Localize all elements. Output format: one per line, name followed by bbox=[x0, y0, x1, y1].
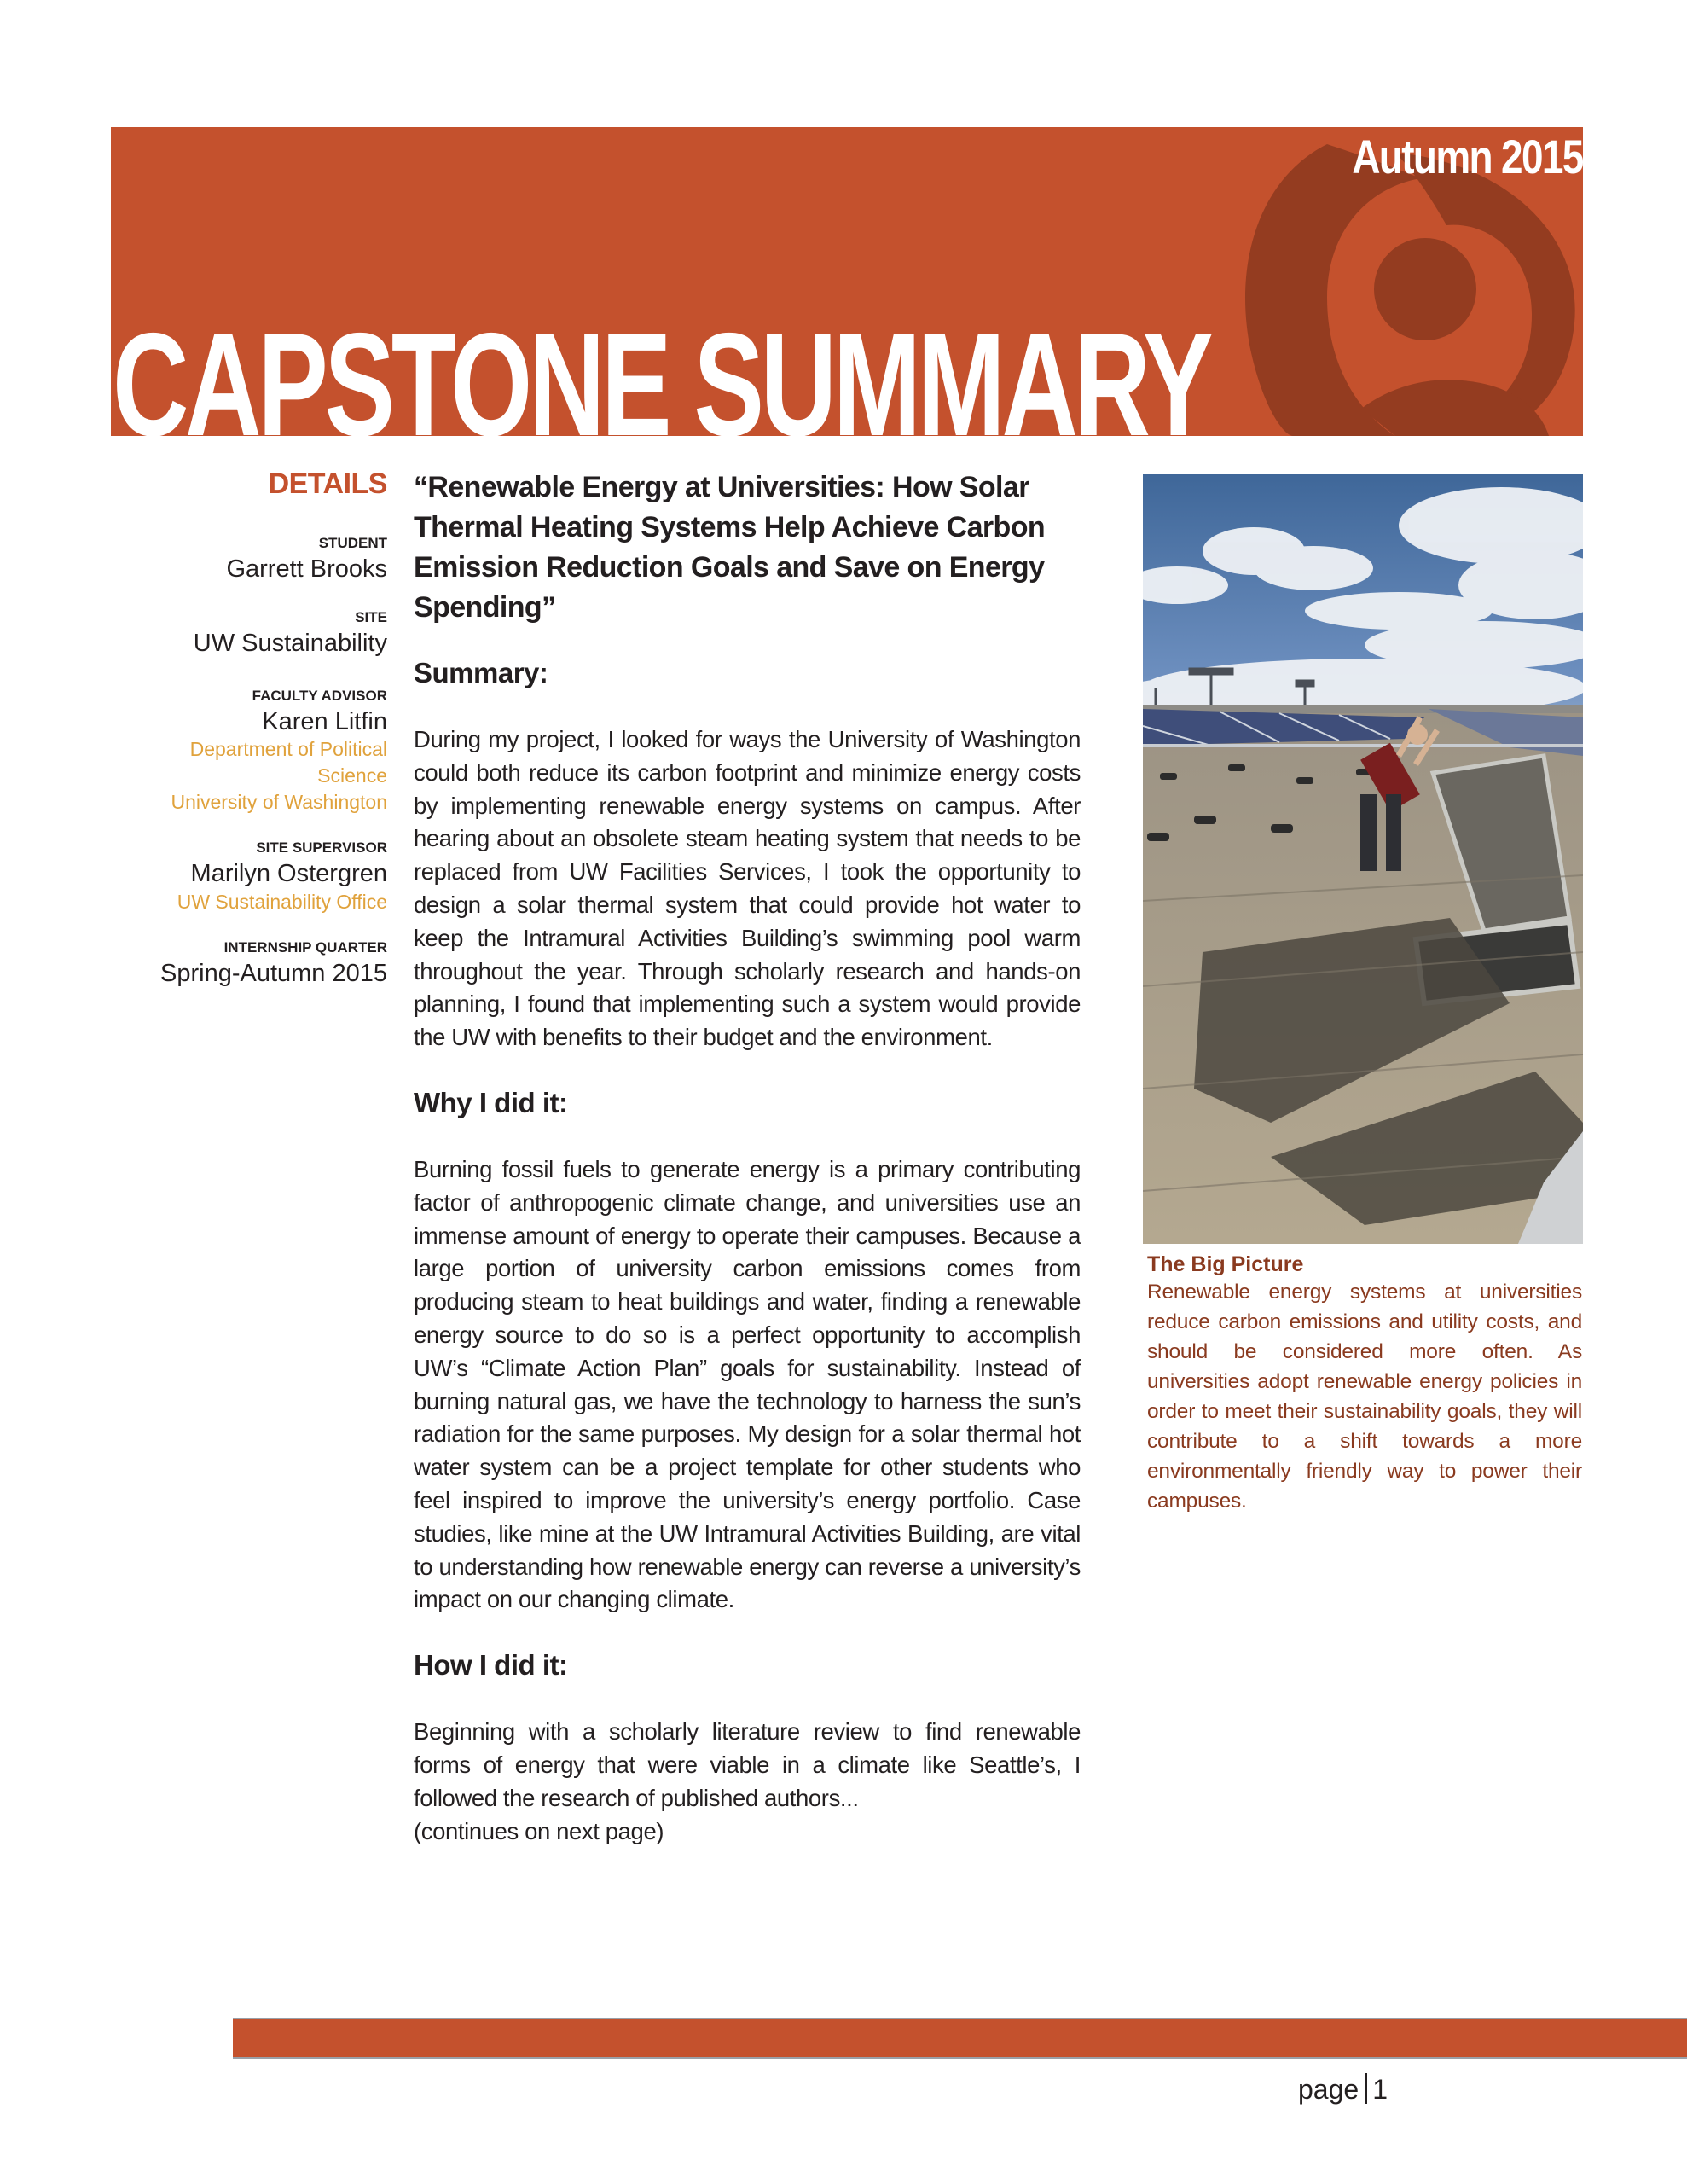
season-label: Autumn 2015 bbox=[1352, 130, 1583, 183]
page-title: CAPSTONE SUMMARY bbox=[113, 303, 1210, 436]
caption-title: The Big Picture bbox=[1147, 1252, 1304, 1276]
section-heading-summary: Summary: bbox=[414, 657, 548, 688]
solar-panel-photo bbox=[1143, 474, 1583, 1244]
project-title: “Renewable Energy at Universities: How Solar Thermal Heating Systems Help Achieve Carbon Emission Reduction Goals and Save on Energy Spending” bbox=[414, 471, 1046, 624]
section-body-summary: During my project, I looked for ways the University of Washington could both reduce its carbon footprint and minimize energy costs by implementing renewable energy systems on campus. After hearing about an obsolete steam heating system that needs to be replaced from UW Facilities Services, I took the opportunity to design a solar thermal system that could provide hot water to keep the Intramural Activities Building’s swimming pool warm throughout the year. Through scholarly research and hands-on planning, I found that implementing such a system would provide the UW with benefits to their budget and the environment. bbox=[414, 726, 1081, 1051]
internship-quarter-label: INTERNSHIP QUARTER bbox=[223, 938, 387, 956]
site-label: SITE bbox=[355, 609, 387, 626]
student-name: Garrett Brooks bbox=[226, 555, 387, 583]
faculty-university: University of Washington bbox=[171, 791, 387, 814]
photo-illustration bbox=[1143, 474, 1583, 1244]
site-supervisor-name: Marilyn Ostergren bbox=[190, 860, 387, 888]
details-heading: DETAILS bbox=[268, 468, 387, 500]
faculty-advisor-name: Karen Litfin bbox=[262, 707, 387, 735]
photo-caption bbox=[1147, 1252, 1582, 1516]
site-supervisor-org: UW Sustainability Office bbox=[177, 890, 387, 913]
faculty-dept-line1: Department of Political bbox=[189, 738, 387, 761]
section-body-how bbox=[414, 1716, 1081, 1848]
caption-text: Renewable energy systems at universities reduce carbon emissions and utility costs, and should be considered more often. As universities adopt renewable energy policies in order to meet their sustainability goals, they will contribute to a shift towards a more environmentally friendly way to power their campuses. bbox=[1147, 1281, 1582, 1513]
faculty-advisor-dept bbox=[128, 736, 387, 816]
page-label: page bbox=[1298, 2074, 1359, 2105]
section-heading-why: Why I did it: bbox=[414, 1086, 568, 1118]
how-body-text: Beginning with a scholarly literature review to find renewable forms of energy that were viable in a climate like Seattle’s, I followed the research of published authors... bbox=[414, 1718, 1081, 1811]
details-panel bbox=[128, 468, 387, 988]
main-content bbox=[414, 468, 1081, 1848]
site-name: UW Sustainability bbox=[193, 630, 387, 658]
site-supervisor-label: SITE SUPERVISOR bbox=[256, 839, 387, 857]
header-banner bbox=[111, 127, 1583, 436]
section-heading-how: How I did it: bbox=[414, 1649, 568, 1682]
page-number bbox=[1298, 2073, 1388, 2106]
page-number-value: 1 bbox=[1372, 2074, 1388, 2105]
faculty-dept-line2: Science bbox=[317, 764, 387, 787]
student-label: STUDENT bbox=[318, 535, 387, 551]
continues-note: (continues on next page) bbox=[414, 1817, 664, 1844]
section-body-why: Burning fossil fuels to generate energy is a primary contributing factor of anthropogenic climate change, and universities use an immense amount of energy to operate their campuses. Because a large portion of university carbon emissions comes from producing steam to heat buildings and water, finding a renewable energy source to do so is a perfect opportunity to accomplish UW’s “Climate Action Plan” goals for sustainability. Instead of burning natural gas, we have the technology to harness the sun’s radiation for the same purposes. My design for a solar thermal hot water system can be a project template for other students who feel inspired to improve the university’s energy portfolio. Case studies, like mine at the UW Intramural Activities Building, are vital to understanding how renewable energy can reverse a university’s impact on our changing climate. bbox=[414, 1155, 1081, 1613]
footer-bar bbox=[233, 2018, 1687, 2059]
faculty-advisor-label: FACULTY ADVISOR bbox=[252, 687, 387, 704]
page-separator bbox=[1365, 2073, 1367, 2104]
internship-quarter: Spring-Autumn 2015 bbox=[160, 959, 387, 987]
